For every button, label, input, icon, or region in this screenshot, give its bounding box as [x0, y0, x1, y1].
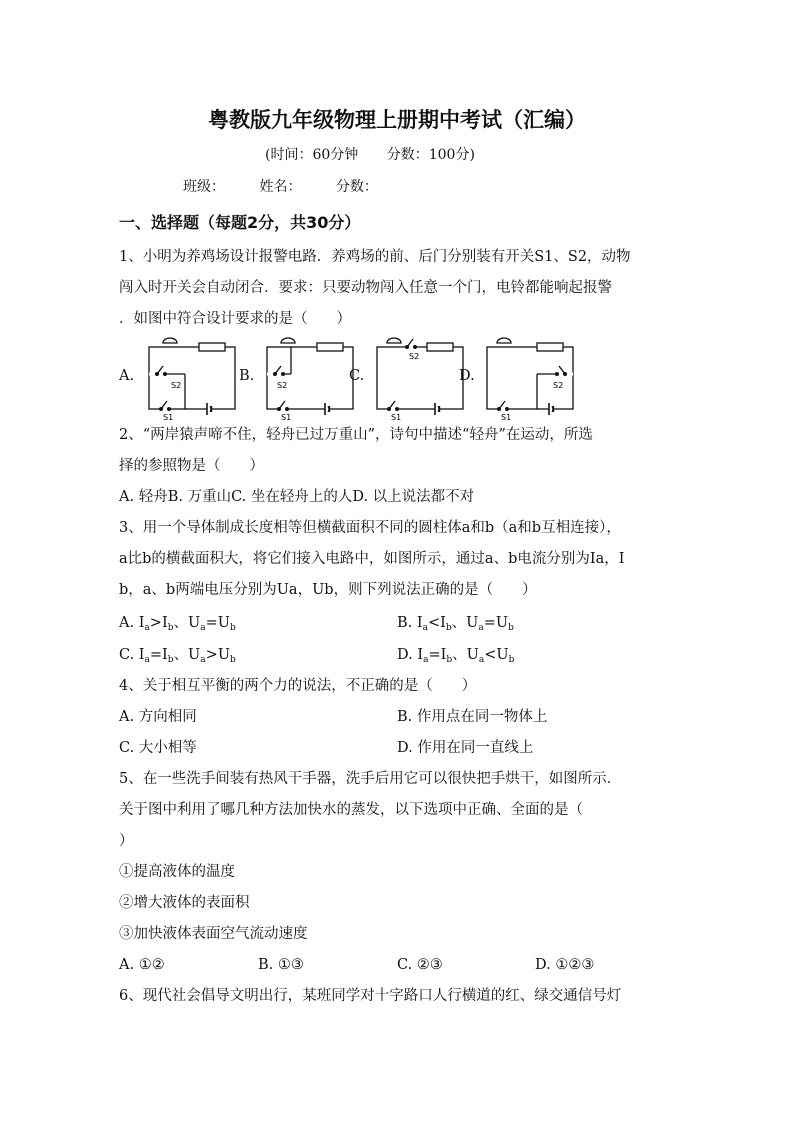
question-5-option-c: C. ②③	[397, 957, 443, 973]
page-title: 粤教版九年级物理上册期中考试（汇编）	[208, 108, 586, 132]
name-field: 姓名：	[259, 179, 302, 195]
circuit-diagram-b	[257, 332, 357, 422]
switch-label-s1: S1	[281, 413, 292, 422]
exam-info	[265, 144, 475, 164]
question-5-line-3: ）	[119, 833, 134, 849]
question-3-line-2: a比b的横截面积大，将它们接入电路中，如图所示，通过a、b电流分别为Ia，I	[119, 551, 625, 567]
option-b-label: B.	[239, 368, 255, 384]
question-5-item-3: ③加快液体表面空气流动速度	[119, 926, 308, 942]
exam-score: 分数：100分)	[386, 147, 475, 163]
question-3-option-a: A. $I_a>I_b$、$U_a=U_b$	[119, 615, 236, 633]
option-d-label: D.	[459, 368, 475, 384]
circuit-options	[119, 332, 679, 422]
question-1-line-1: 1、小明为养鸡场设计报警电路．养鸡场的前、后门分别装有开关S1、S2，动物	[119, 249, 631, 265]
class-field: 班级：	[183, 179, 225, 195]
question-3-option-d: D. $I_a=I_b$、$U_a<U_b$	[397, 647, 515, 665]
score-field: 分数：	[335, 179, 378, 195]
question-5-item-2: ②增大液体的表面积	[119, 895, 250, 911]
question-2-line-2: 择的参照物是（ ）	[119, 458, 264, 474]
question-3-line-3: b，a、b两端电压分别为Ua，Ub，则下列说法正确的是（ ）	[119, 582, 537, 598]
switch-label-s2: S2	[171, 381, 182, 390]
switch-label-s2: S2	[277, 381, 288, 390]
question-2-options: A. 轻舟B. 万重山C. 坐在轻舟上的人D. 以上说法都不对	[119, 489, 475, 505]
circuit-diagram-a	[139, 332, 239, 422]
student-fields	[183, 176, 408, 196]
exam-time: (时间：60分钟	[265, 147, 359, 163]
question-4-option-b: B. 作用点在同一物体上	[397, 709, 548, 725]
question-5-line-2: 关于图中利用了哪几种方法加快水的蒸发，以下选项中正确、全面的是（	[119, 802, 583, 818]
question-5-option-b: B. ①③	[258, 957, 304, 973]
question-3-option-b: B. $I_a<I_b$、$U_a=U_b$	[397, 615, 514, 633]
question-5-line-1: 5、在一些洗手间装有热风干手器，洗手后用它可以很快把手烘干，如图所示．	[119, 771, 622, 787]
switch-label-s1: S1	[501, 413, 512, 422]
option-a-label: A.	[119, 368, 135, 384]
circuit-diagram-c	[367, 332, 467, 422]
switch-label-s1: S1	[391, 413, 402, 422]
section-heading: 一、选择题（每题2分，共30分）	[119, 213, 361, 232]
option-c-label: C.	[349, 368, 365, 384]
switch-label-s1: S1	[163, 413, 174, 422]
question-6-line-1: 6、现代社会倡导文明出行，某班同学对十字路口人行横道的红、绿交通信号灯	[119, 988, 622, 1004]
question-3-line-1: 3、用一个导体制成长度相等但横截面积不同的圆柱体a和b（a和b互相连接），	[119, 520, 621, 536]
question-5-option-d: D. ①②③	[535, 957, 595, 973]
switch-label-s2: S2	[409, 352, 420, 361]
question-1-line-2: 闯入时开关会自动闭合．要求：只要动物闯入任意一个门，电铃都能响起报警	[119, 280, 612, 296]
question-5-item-1: ①提高液体的温度	[119, 864, 235, 880]
question-5-option-a: A. ①②	[119, 957, 165, 973]
question-4-option-d: D. 作用在同一直线上	[397, 740, 534, 756]
question-1-line-3: ．如图中符合设计要求的是（ ）	[119, 311, 351, 327]
circuit-diagram-d	[477, 332, 577, 422]
question-2-line-1: 2、“两岸猿声啼不住，轻舟已过万重山”，诗句中描述“轻舟”在运动，所选	[119, 427, 593, 443]
question-4-stem: 4、关于相互平衡的两个力的说法，不正确的是（ ）	[119, 678, 477, 694]
question-4-option-c: C. 大小相等	[119, 740, 197, 756]
switch-label-s2: S2	[553, 381, 564, 390]
question-3-option-c: C. $I_a=I_b$、$U_a>U_b$	[119, 647, 236, 665]
question-4-option-a: A. 方向相同	[119, 709, 197, 725]
